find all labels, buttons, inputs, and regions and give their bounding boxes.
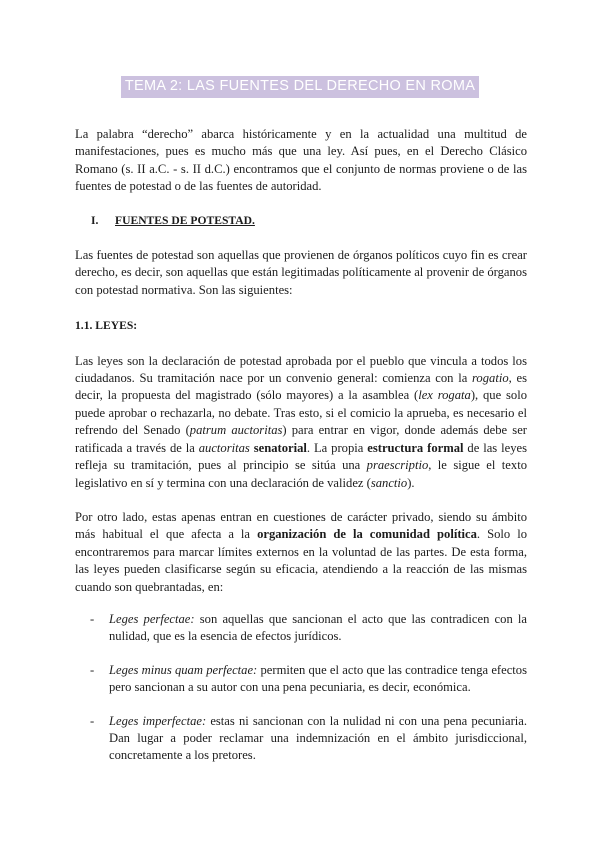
list-item-term: Leges imperfectae: bbox=[109, 713, 207, 728]
list-item-term: Leges perfectae: bbox=[109, 611, 195, 626]
leyes-paragraph: Las leyes son la declaración de potestad aprobada por el pueblo que vincula a todos los ciudadanos. Su tramitación nace por un convenio general: comienza con la rogatio, es decir, la propuesta del magistrado (sólo mayores) a la asamblea (lex rogata), que solo puede aprobar o rechazarla, no debate. Tras esto, si el comicio la aprueba, es necesario el refrendo del Senado (patrum auctoritas) para entrar en vigor, donde además debe ser ratificada a través de la auctoritas senatorial. La propia estructura formal de las leyes refleja su tramitación, pues al principio se sitúa una praescriptio, le sigue el texto legislativo en sí y termina con una declaración de validez (sanctio). bbox=[75, 353, 527, 490]
term-praescriptio: praescriptio bbox=[366, 458, 429, 473]
section-paragraph: Las fuentes de potestad son aquellas que provienen de órganos políticos cuyo fin es crear derecho, es decir, son aquellas que están legitimadas políticamente al provenir de órganos con potestad normativa. Son las siguientes: bbox=[75, 248, 527, 297]
list-item bbox=[75, 713, 527, 765]
list-item-text: estas ni sancionan con la nulidad ni con una pena pecuniaria. Dan lugar a poder reclamar una indemnización en el ámbito jurisdiccional, concretamente a los pretores. bbox=[109, 713, 527, 763]
term-sanctio: sanctio bbox=[370, 475, 408, 490]
term-auctoritas: auctoritas bbox=[198, 440, 250, 455]
leges-list bbox=[75, 611, 527, 765]
list-item bbox=[75, 662, 527, 697]
dash-bullet: - bbox=[90, 662, 95, 677]
subsection-heading: 1.1. LEYES: bbox=[75, 319, 138, 333]
term-rogatio: rogatio bbox=[472, 371, 509, 386]
dash-bullet: - bbox=[90, 611, 95, 626]
leyes-paragraph-2: Por otro lado, estas apenas entran en cuestiones de carácter privado, siendo su ámbito más habitual el que afecta a la organización de la comunidad política. Solo lo encontraremos para marcar límites externos en la voluntad de las partes. De esta forma, las leyes pueden clasificarse según su eficacia, atendiendo a la reacción de las mismas cuando son quebrantadas, en: bbox=[75, 509, 528, 594]
list-item-term: Leges minus quam perfectae: bbox=[109, 662, 258, 677]
intro-paragraph: La palabra “derecho” abarca históricamente y en la actualidad una multitud de manifestaciones, pues es mucho más que una ley. Así pues, en el Derecho Clásico Romano (s. II a.C. - s. II d.C.) encontramos que el conjunto de normas proviene o de las fuentes de potestad o de las fuentes de autoridad. bbox=[75, 127, 527, 194]
list-item-text: son aquellas que sancionan el acto que las contradicen con la nulidad, que es la esencia de efectos jurídicos. bbox=[109, 611, 528, 644]
term-senatorial: senatorial bbox=[253, 440, 307, 455]
term-lex-rogata: lex rogata bbox=[418, 388, 471, 403]
document-body bbox=[75, 126, 527, 781]
title-wrapper bbox=[0, 76, 600, 98]
term-organizacion: organización de la comunidad política bbox=[257, 527, 477, 542]
list-item-text: permiten que el acto que las contradice tenga efectos pero sancionan a su autor con una pena pecuniaria, es decir, económica. bbox=[109, 662, 528, 695]
section-heading bbox=[91, 212, 527, 229]
list-item bbox=[75, 611, 527, 646]
term-patrum-auctoritas: patrum auctoritas bbox=[189, 423, 283, 438]
section-title: FUENTES DE POTESTAD. bbox=[115, 213, 255, 227]
dash-bullet: - bbox=[90, 713, 95, 728]
term-estructura-formal: estructura formal bbox=[367, 440, 464, 455]
section-number: I. bbox=[91, 213, 99, 227]
page-title: TEMA 2: LAS FUENTES DEL DERECHO EN ROMA bbox=[121, 76, 479, 98]
